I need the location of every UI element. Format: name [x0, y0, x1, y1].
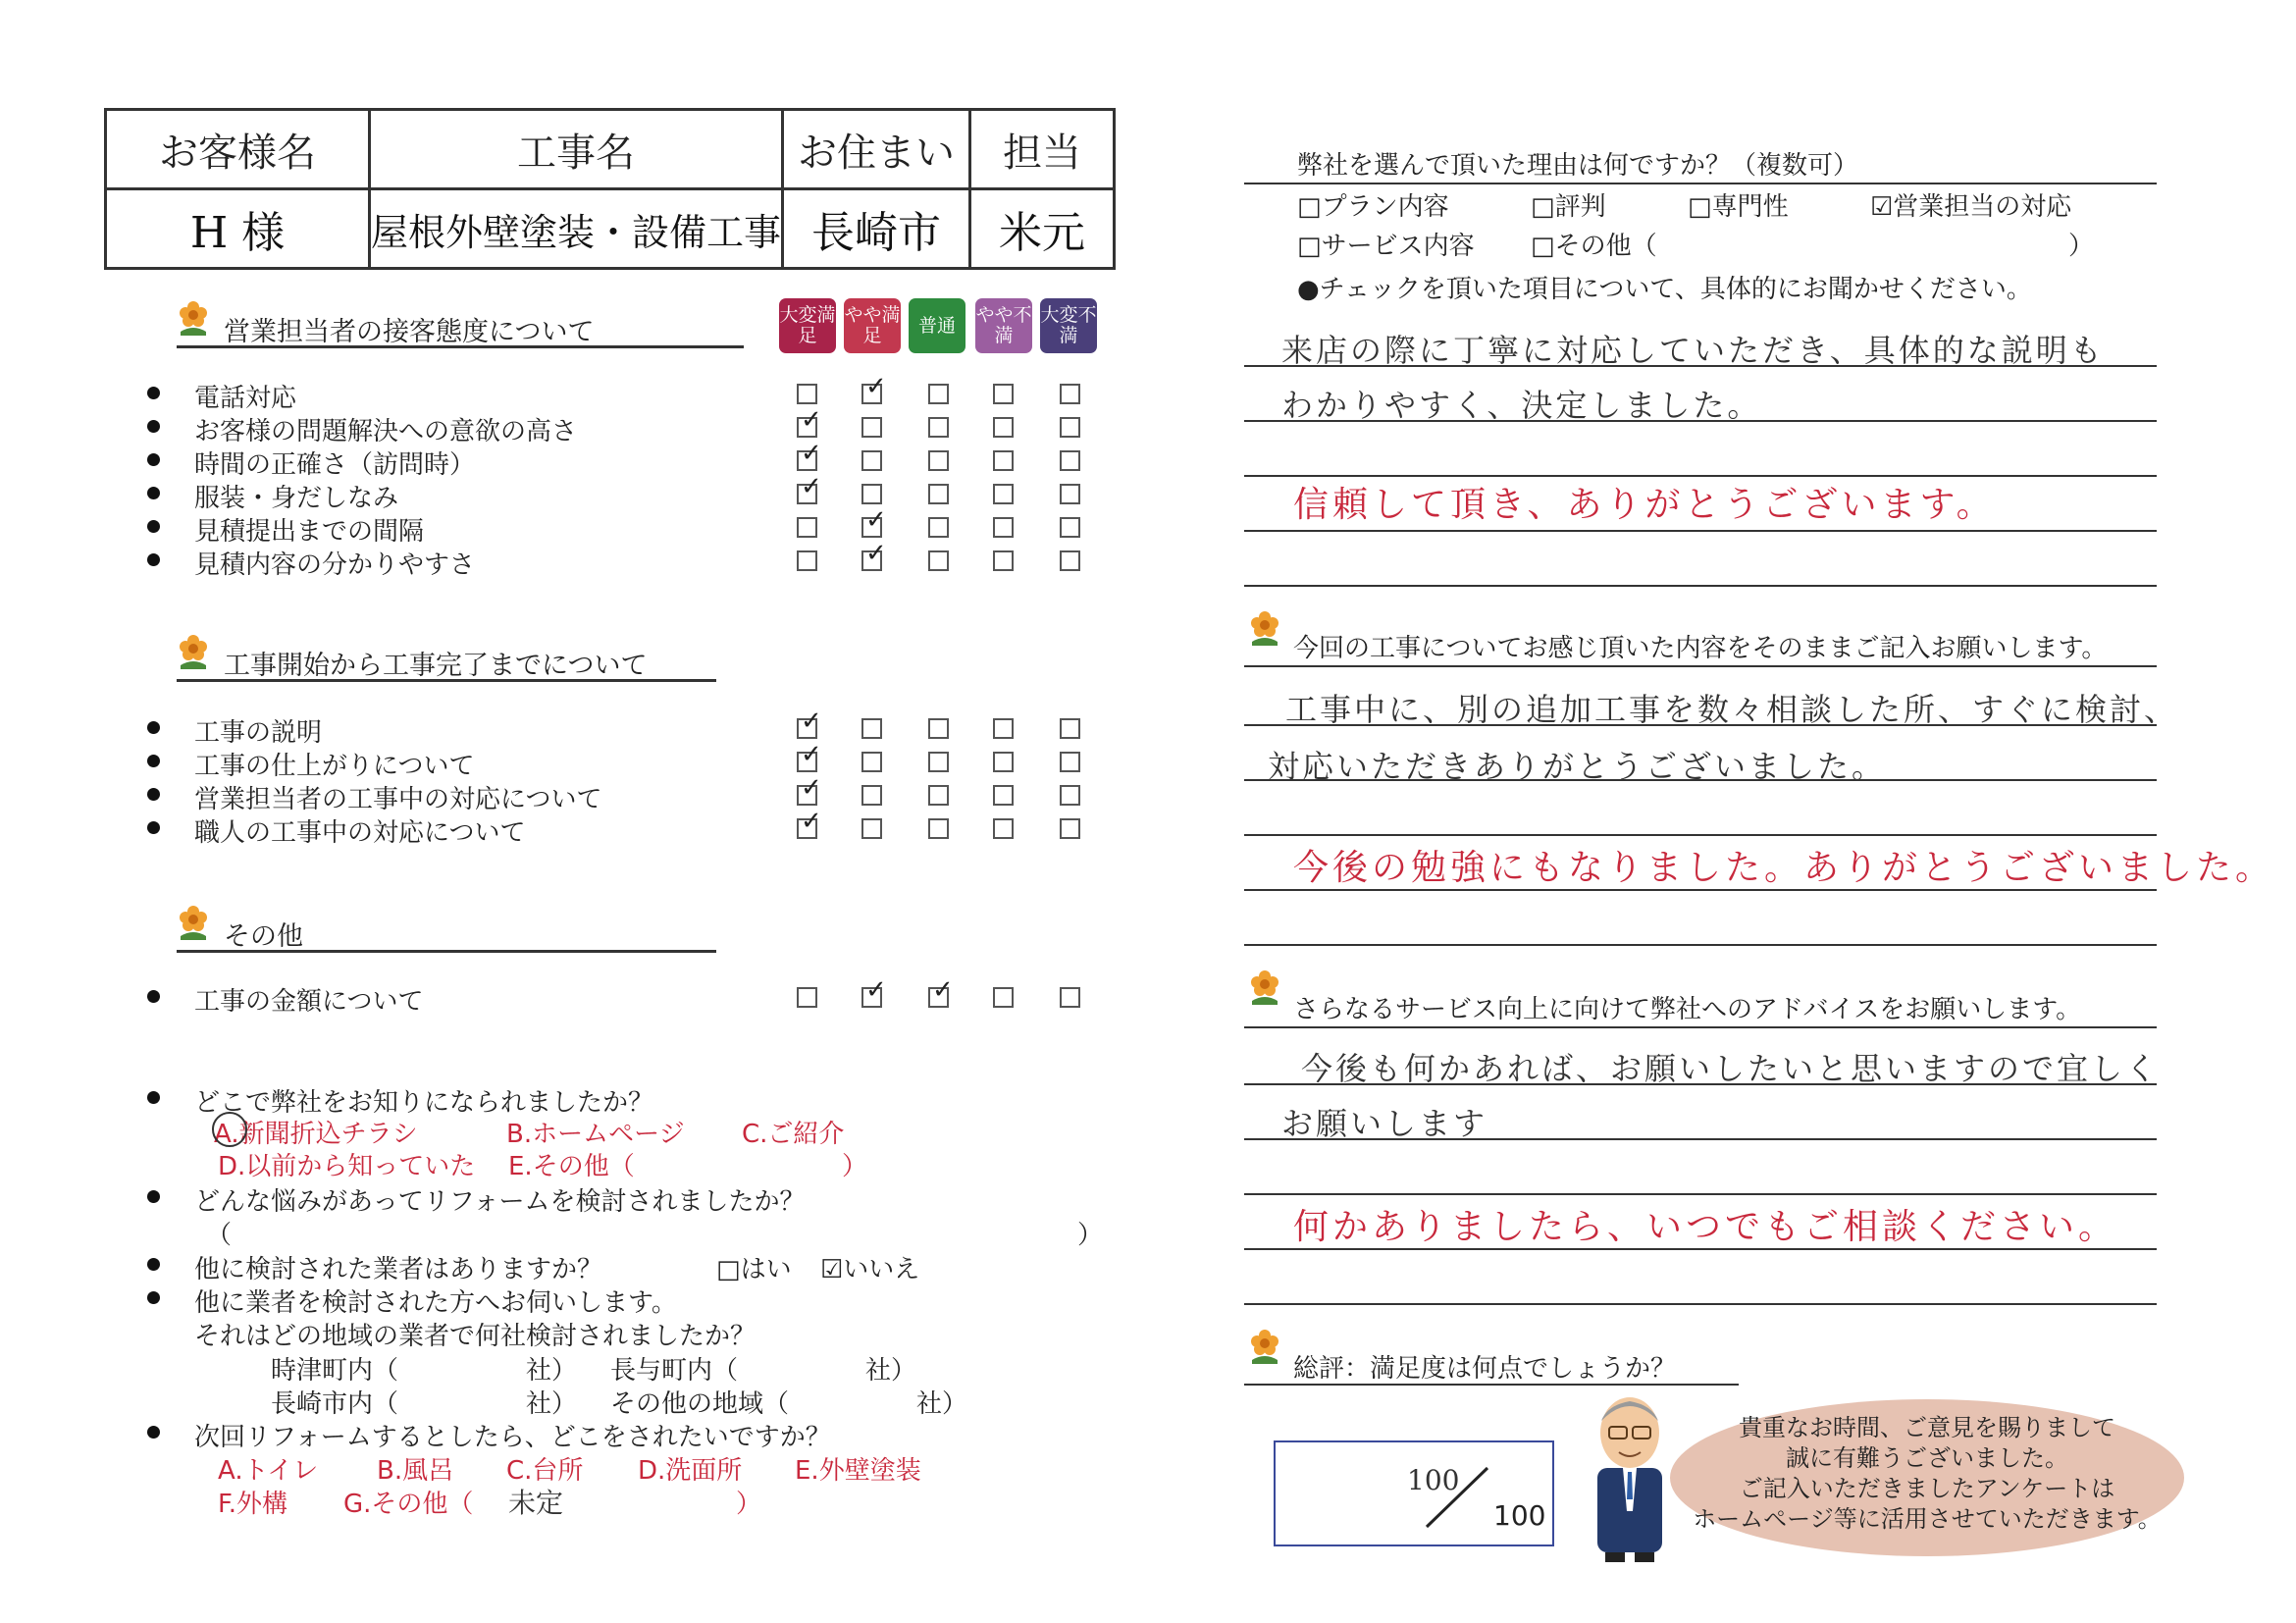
advice-reply: 何かありましたら、いつでもご相談ください。 [1293, 1207, 2118, 1247]
rating-checkbox[interactable] [1060, 450, 1080, 471]
score-box[interactable] [1274, 1440, 1554, 1546]
reason-other[interactable]: □その他（ [1531, 232, 1657, 261]
flower-icon [1248, 1327, 1281, 1368]
rating-checkbox[interactable] [861, 550, 882, 571]
rating-checkbox[interactable] [928, 484, 949, 504]
survey-item-label: 見積提出までの間隔 [194, 517, 425, 547]
section-sales-attitude [177, 302, 744, 348]
thanks-line: 貴重なお時間、ご意見を賜りまして [1739, 1414, 2115, 1441]
rating-checkbox[interactable] [1060, 785, 1080, 806]
reason-detail-prompt: ●チェックを頂いた項目について、具体的にお聞かせください。 [1297, 275, 2032, 304]
answer-line [1244, 889, 2157, 891]
rating-checkbox[interactable] [861, 818, 882, 839]
rating-checkbox[interactable] [861, 752, 882, 772]
rating-checkbox[interactable] [993, 785, 1014, 806]
rating-checkbox[interactable] [993, 417, 1014, 438]
rating-checkbox[interactable] [928, 987, 949, 1008]
thanks-line: 誠に有難うございました。 [1786, 1444, 2068, 1472]
rating-badge: 大変不満 [1040, 298, 1097, 353]
answer-line [1244, 834, 2157, 836]
rating-checkbox[interactable] [861, 384, 882, 404]
advice-answer-line1: 今後も何かあれば、お願いしたいと思いますので宜しく [1301, 1050, 2161, 1087]
next-option-g-answer: 未定 [508, 1487, 564, 1519]
region-other: その他の地域（ 社） [610, 1389, 968, 1419]
rating-checkbox[interactable] [993, 517, 1014, 538]
source-option-d[interactable]: D.以前から知っていた [218, 1152, 476, 1181]
section-title: その他 [224, 921, 303, 952]
source-option-b[interactable]: B.ホームページ [506, 1120, 685, 1149]
survey-item-label: 職人の工事中の対応について [194, 818, 526, 848]
rating-checkbox[interactable] [861, 785, 882, 806]
thanks-line: ご記入いただきましたアンケートは [1739, 1475, 2115, 1502]
next-option-d[interactable]: D.洗面所 [638, 1456, 743, 1486]
answer-line [1244, 779, 2157, 781]
selected-circle [212, 1112, 247, 1147]
divider [1244, 183, 2157, 184]
impression-title: 今回の工事についてお感じ頂いた内容をそのままご記入お願いします。 [1293, 634, 2108, 663]
rating-checkbox[interactable] [993, 384, 1014, 404]
answer-line [1244, 1083, 2157, 1085]
survey-item-label: お客様の問題解決への意欲の高さ [194, 417, 578, 446]
rating-checkbox[interactable] [993, 550, 1014, 571]
survey-item-label: 服装・身だしなみ [194, 484, 399, 513]
rating-checkbox[interactable] [928, 384, 949, 404]
source-option-a[interactable]: A.新聞折込チラシ [214, 1120, 418, 1149]
rating-checkbox[interactable] [1060, 818, 1080, 839]
next-option-f[interactable]: F.外構 [218, 1490, 288, 1519]
rating-badge: 普通 [909, 298, 965, 353]
customer-name-value: H 様 [106, 189, 370, 269]
score-max: 100 [1493, 1499, 1546, 1532]
next-option-a[interactable]: A.トイレ [218, 1456, 319, 1486]
reason-plan[interactable]: □プラン内容 [1297, 192, 1449, 222]
rating-checkbox[interactable] [993, 752, 1014, 772]
residence-value: 長崎市 [783, 189, 970, 269]
rating-checkbox[interactable] [797, 550, 817, 571]
rating-checkbox[interactable] [993, 450, 1014, 471]
rating-checkbox[interactable] [1060, 550, 1080, 571]
project-name-header: 工事名 [370, 110, 783, 189]
rating-checkbox[interactable] [993, 818, 1014, 839]
rating-checkbox[interactable] [797, 484, 817, 504]
rating-checkbox[interactable] [861, 417, 882, 438]
rating-checkbox[interactable] [928, 785, 949, 806]
flower-icon [1248, 968, 1281, 1009]
rating-checkbox[interactable] [797, 517, 817, 538]
customer-info-table [104, 108, 1116, 270]
region-nagasaki: 長崎市内（ 社） [271, 1389, 578, 1419]
survey-item-label: 電話対応 [194, 384, 297, 413]
rating-checkbox[interactable] [797, 718, 817, 739]
region-nagayo: 長与町内（ 社） [610, 1356, 917, 1386]
rating-checkbox[interactable] [928, 450, 949, 471]
impression-answer-line2: 対応いただきありがとうございました。 [1268, 748, 1887, 785]
answer-line [1244, 1303, 2157, 1305]
survey-item-label: 時間の正確さ（訪問時） [194, 450, 476, 480]
reason-answer-line2: わかりやすく、決定しました。 [1281, 387, 1762, 424]
reason-reply: 信頼して頂き、ありがとうございます。 [1293, 485, 1996, 525]
rating-checkbox[interactable] [928, 752, 949, 772]
reason-other-close: ） [2068, 232, 2095, 261]
reason-title: 弊社を選んで頂いた理由は何ですか？（複数可） [1297, 151, 1859, 181]
rating-badge: やや不満 [975, 298, 1032, 353]
rating-checkbox[interactable] [1060, 517, 1080, 538]
source-option-e[interactable]: E.その他（ [508, 1152, 635, 1181]
impression-answer-line1: 工事中に、別の追加工事を数々相談した所、すぐに検討、 [1285, 691, 2179, 728]
section-title: 営業担当者の接客態度について [224, 317, 595, 347]
rating-checkbox[interactable] [928, 550, 949, 571]
rating-badge: やや満足 [844, 298, 901, 353]
answer-line [1244, 944, 2157, 946]
section-title: 工事開始から工事完了までについて [224, 651, 648, 681]
rating-checkbox[interactable] [1060, 718, 1080, 739]
worry-open-paren: （ [206, 1221, 233, 1250]
rating-badge: 大変満足 [779, 298, 836, 353]
next-option-g-close: ） [736, 1490, 762, 1519]
answer-line [1244, 1138, 2157, 1140]
flower-icon [1248, 608, 1281, 650]
advice-answer-line2: お願いします [1281, 1105, 1488, 1142]
rating-checkbox[interactable] [928, 818, 949, 839]
survey-item-label: 工事の説明 [194, 718, 323, 748]
answer-line [1244, 1193, 2157, 1195]
rating-checkbox[interactable] [1060, 417, 1080, 438]
score-value: 100 [1407, 1464, 1460, 1496]
answer-line [1244, 585, 2157, 587]
section-construction-process [177, 636, 716, 682]
rating-checkbox[interactable] [861, 484, 882, 504]
survey-item-label: 見積内容の分かりやすさ [194, 550, 476, 580]
rating-checkbox[interactable] [797, 987, 817, 1008]
answer-line [1244, 1248, 2157, 1250]
other-company-no[interactable]: ☑いいえ [820, 1255, 920, 1284]
divider [1244, 1026, 2157, 1028]
survey-item-label: 営業担当者の工事中の対応について [194, 785, 602, 814]
rating-checkbox[interactable] [1060, 752, 1080, 772]
rating-checkbox[interactable] [797, 752, 817, 772]
reason-reputation[interactable]: □評判 [1531, 192, 1606, 222]
next-option-c[interactable]: C.台所 [506, 1456, 584, 1486]
survey-item-label: 工事の金額について [194, 987, 424, 1017]
rating-checkbox[interactable] [1060, 384, 1080, 404]
rating-checkbox[interactable] [993, 987, 1014, 1008]
rating-checkbox[interactable] [861, 450, 882, 471]
rating-checkbox[interactable] [861, 987, 882, 1008]
reason-sales-response[interactable]: ☑営業担当の対応 [1870, 192, 2072, 222]
staff-value: 米元 [970, 189, 1115, 269]
thanks-line: ホームページ等に活用させていただきます。 [1693, 1505, 2162, 1533]
score-title: 総評：満足度は何点でしょうか？ [1293, 1354, 1677, 1384]
flower-icon [177, 632, 210, 673]
rating-checkbox[interactable] [928, 517, 949, 538]
flower-icon [177, 903, 210, 944]
rating-checkbox[interactable] [1060, 987, 1080, 1008]
thanks-message [1670, 1413, 2184, 1535]
staff-illustration-icon [1580, 1384, 1680, 1564]
answer-line [1244, 420, 2157, 422]
rating-checkbox[interactable] [797, 785, 817, 806]
section-other [177, 907, 716, 953]
project-name-value: 屋根外壁塗装・設備工事 [370, 189, 783, 269]
impression-reply: 今後の勉強にもなりました。ありがとうございました。 [1293, 848, 2275, 888]
reason-answer-line1: 来店の際に丁寧に対応していただき、具体的な説明も [1281, 332, 2105, 369]
reason-expertise[interactable]: □専門性 [1688, 192, 1789, 222]
other-company-yes[interactable]: □はい [716, 1255, 792, 1284]
next-option-g[interactable]: G.その他（ [343, 1490, 474, 1519]
source-option-c[interactable]: C.ご紹介 [742, 1120, 845, 1149]
rating-checkbox[interactable] [797, 450, 817, 471]
source-option-e-close: ） [842, 1152, 868, 1181]
flower-icon [177, 298, 210, 340]
divider [1244, 665, 2157, 667]
residence-header: お住まい [783, 110, 970, 189]
next-option-b[interactable]: B.風呂 [377, 1456, 454, 1486]
region-tokitsu: 時津町内（ 社） [271, 1356, 578, 1386]
rating-checkbox[interactable] [797, 384, 817, 404]
rating-checkbox[interactable] [993, 718, 1014, 739]
rating-checkbox[interactable] [797, 417, 817, 438]
next-option-e[interactable]: E.外壁塗装 [795, 1456, 921, 1486]
rating-checkbox[interactable] [993, 484, 1014, 504]
answer-line [1244, 724, 2157, 726]
rating-checkbox[interactable] [861, 517, 882, 538]
survey-item-label: 工事の仕上がりについて [194, 752, 475, 781]
staff-header: 担当 [970, 110, 1115, 189]
rating-checkbox[interactable] [928, 718, 949, 739]
answer-line [1244, 530, 2157, 532]
answer-line [1244, 365, 2157, 367]
rating-checkbox[interactable] [797, 818, 817, 839]
rating-checkbox[interactable] [1060, 484, 1080, 504]
slash-mark [1419, 1462, 1497, 1531]
worry-close-paren: ） [1077, 1221, 1104, 1250]
region-question-sub: それはどの地域の業者で何社検討されましたか？ [194, 1322, 757, 1351]
rating-checkbox[interactable] [861, 718, 882, 739]
advice-title: さらなるサービス向上に向けて弊社へのアドバイスをお願いします。 [1293, 995, 2082, 1024]
reason-service[interactable]: □サービス内容 [1297, 232, 1475, 261]
rating-checkbox[interactable] [928, 417, 949, 438]
customer-name-header: お客様名 [106, 110, 370, 189]
